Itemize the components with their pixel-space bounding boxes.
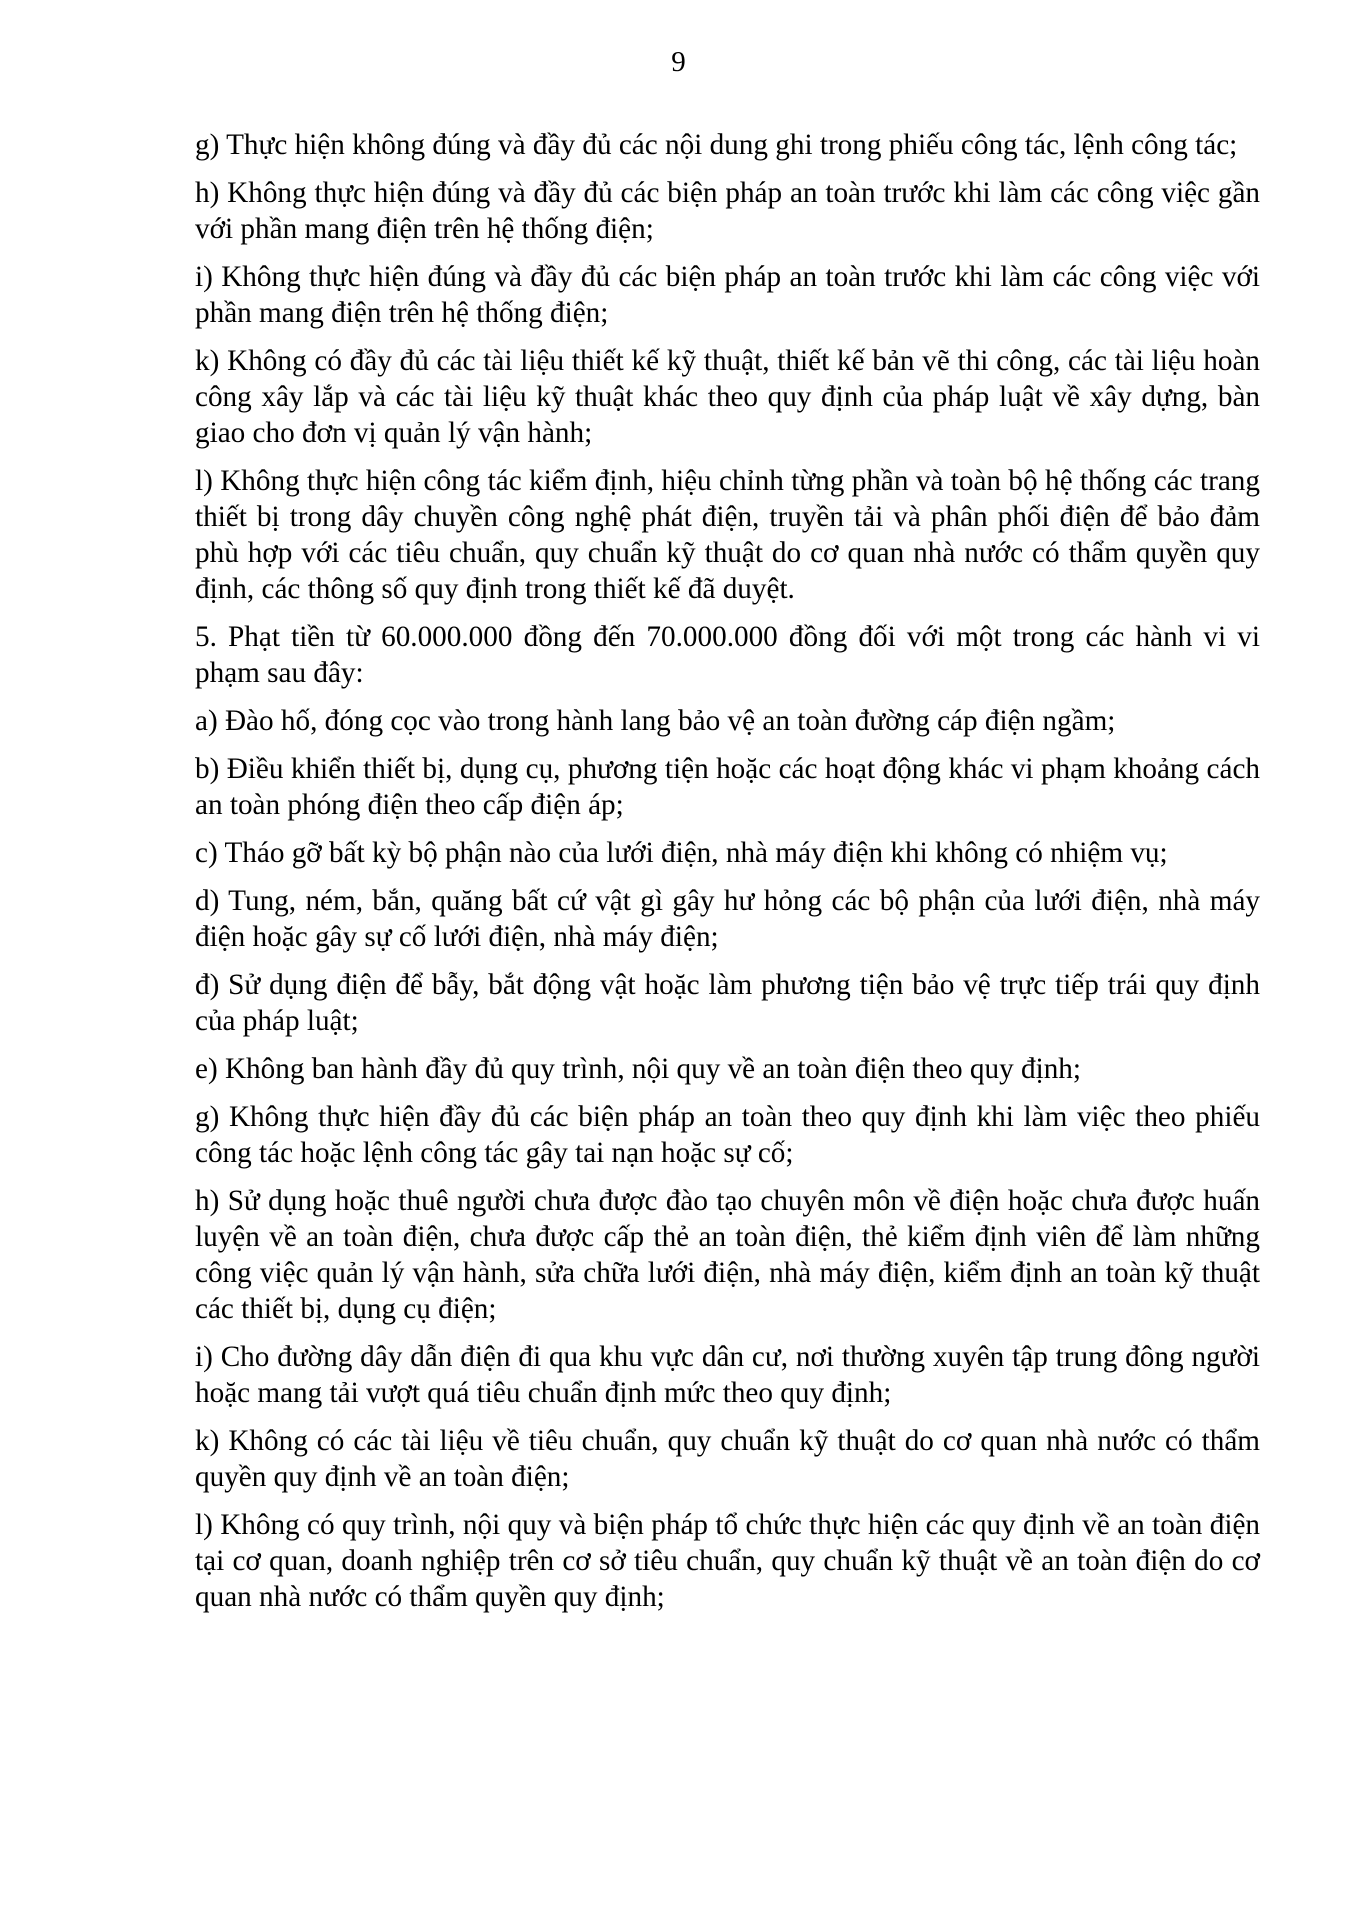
- clause-5-c: c) Tháo gỡ bất kỳ bộ phận nào của lưới điện, nhà máy điện khi không có nhiệm vụ;: [195, 837, 1168, 869]
- clause-5-k: k) Không có các tài liệu về tiêu chuẩn, quy chuẩn kỹ thuật do cơ quan nhà nước có thẩm quyền quy định về an toàn điện;: [195, 1425, 1260, 1493]
- clause-5-l: l) Không có quy trình, nội quy và biện pháp tổ chức thực hiện các quy định về an toàn điện tại cơ quan, doanh nghiệp trên cơ sở tiêu chuẩn, quy chuẩn kỹ thuật về an toàn điện do cơ quan nhà nước có thẩm quyền quy định;: [195, 1509, 1260, 1613]
- clause-4-h: h) Không thực hiện đúng và đầy đủ các biện pháp an toàn trước khi làm các công việc gần với phần mang điện trên hệ thống điện;: [195, 177, 1260, 245]
- clause-5-i: i) Cho đường dây dẫn điện đi qua khu vực dân cư, nơi thường xuyên tập trung đông người hoặc mang tải vượt quá tiêu chuẩn định mức theo quy định;: [195, 1341, 1260, 1409]
- clause-4-g: g) Thực hiện không đúng và đầy đủ các nội dung ghi trong phiếu công tác, lệnh công tác;: [195, 129, 1238, 161]
- clause-5-dd: đ) Sử dụng điện để bẫy, bắt động vật hoặc làm phương tiện bảo vệ trực tiếp trái quy định của pháp luật;: [195, 969, 1260, 1037]
- section-5-heading: 5. Phạt tiền từ 60.000.000 đồng đến 70.000.000 đồng đối với một trong các hành vi vi phạm sau đây:: [195, 621, 1260, 689]
- clause-5-g: g) Không thực hiện đầy đủ các biện pháp an toàn theo quy định khi làm việc theo phiếu công tác hoặc lệnh công tác gây tai nạn hoặc sự cố;: [195, 1101, 1260, 1169]
- clause-5-d: d) Tung, ném, bắn, quăng bất cứ vật gì gây hư hỏng các bộ phận của lưới điện, nhà máy điện hoặc gây sự cố lưới điện, nhà máy điện;: [195, 885, 1260, 953]
- clause-5-b: b) Điều khiển thiết bị, dụng cụ, phương tiện hoặc các hoạt động khác vi phạm khoảng cách an toàn phóng điện theo cấp điện áp;: [195, 753, 1260, 821]
- clause-5-e: e) Không ban hành đầy đủ quy trình, nội quy về an toàn điện theo quy định;: [195, 1053, 1082, 1085]
- clause-5-a: a) Đào hố, đóng cọc vào trong hành lang bảo vệ an toàn đường cáp điện ngầm;: [195, 705, 1116, 737]
- page-number: 9: [671, 46, 686, 78]
- clause-5-h: h) Sử dụng hoặc thuê người chưa được đào tạo chuyên môn về điện hoặc chưa được huấn luyện về an toàn điện, chưa được cấp thẻ an toàn điện, thẻ kiểm định viên để làm những công việc quản lý vận hành, sửa chữa lưới điện, nhà máy điện, kiểm định an toàn kỹ thuật các thiết bị, dụng cụ điện;: [195, 1185, 1260, 1325]
- document-body: [195, 127, 1260, 1627]
- clause-4-k: k) Không có đầy đủ các tài liệu thiết kế kỹ thuật, thiết kế bản vẽ thi công, các tài liệu hoàn công xây lắp và các tài liệu kỹ thuật khác theo quy định của pháp luật về xây dựng, bàn giao cho đơn vị quản lý vận hành;: [195, 345, 1260, 449]
- clause-4-i: i) Không thực hiện đúng và đầy đủ các biện pháp an toàn trước khi làm các công việc với phần mang điện trên hệ thống điện;: [195, 261, 1260, 329]
- clause-4-l: l) Không thực hiện công tác kiểm định, hiệu chỉnh từng phần và toàn bộ hệ thống các trang thiết bị trong dây chuyền công nghệ phát điện, truyền tải và phân phối điện để bảo đảm phù hợp với các tiêu chuẩn, quy chuẩn kỹ thuật do cơ quan nhà nước có thẩm quyền quy định, các thông số quy định trong thiết kế đã duyệt.: [195, 465, 1260, 605]
